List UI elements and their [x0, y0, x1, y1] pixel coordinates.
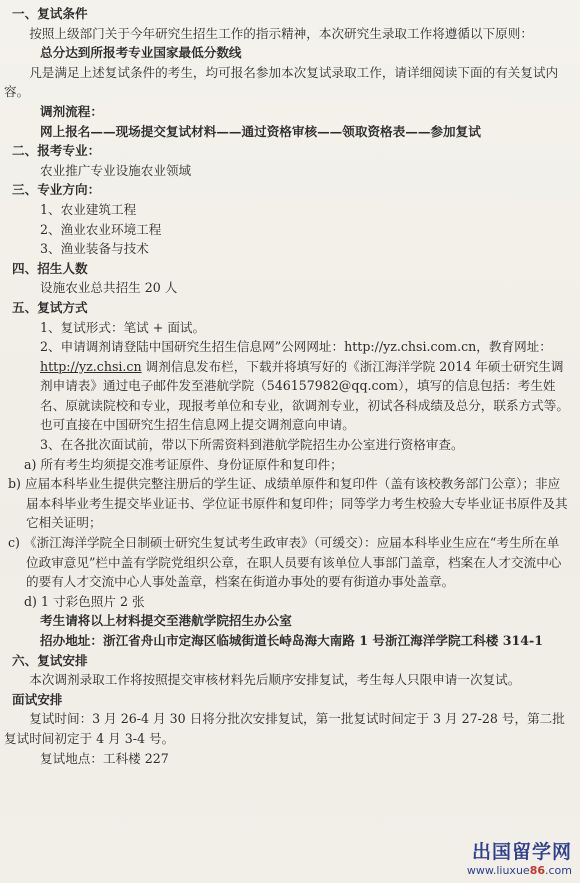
list-item: a) 所有考生均须提交准考证原件、身份证原件和复印件； [24, 456, 343, 472]
watermark-url-suffix: .com [545, 864, 572, 877]
direction-item: 1、农业建筑工程 [40, 201, 137, 217]
watermark-url-num: 86 [529, 864, 545, 877]
list-item: d) 1 寸彩色照片 2 张 [24, 593, 145, 609]
section-heading-4: 四、招生人数 [12, 260, 88, 276]
enrollment-text: 设施农业总共招生 20 人 [40, 280, 178, 296]
section-heading-5: 五、复试方式 [12, 299, 88, 315]
office-address: 招办地址：浙江省舟山市定海区临城街道长峙岛海大南路 1 号浙江海洋学院工科楼 314-1 [40, 633, 543, 648]
location-text: 复试地点：工科楼 227 [40, 750, 169, 766]
watermark-title: 出国留学网 [471, 841, 572, 863]
condition-text: 总分达到所报考专业国家最低分数线 [40, 45, 242, 61]
list-item [4, 337, 570, 435]
section-heading-2: 二、报考专业： [12, 143, 101, 159]
edu-url-link[interactable]: http://yz.chsi.cn [40, 358, 142, 374]
process-steps: 网上报名——现场提交复试材料——通过资格审核——领取资格表——参加复试 [40, 123, 481, 139]
watermark-url [467, 864, 572, 877]
section-heading-1: 一、复试条件 [12, 6, 88, 21]
paragraph: 复试时间：3 月 26-4 月 30 日将分批次安排复试，第一批复试时间定于 3 月 27-28 号，第二批复试时间初定于 4 月 3-4 号。 [4, 711, 565, 746]
interview-label: 面试安排 [12, 691, 63, 707]
section-heading-6: 六、复试安排 [12, 652, 88, 668]
list-item: c) 《浙江海洋学院全日制硕士研究生复试考生政审表》（可缓交）：应届本科毕业生应在“考生所在单位政审意见”栏中盖有学院党组织公章，在职人员要有该单位人事部门盖章，档案在人才交流中心的要有人才交流中心人事处盖章，档案在街道办事处的要有街道办事处盖章。 [8, 535, 562, 590]
list-item-text: 调剂信息发布栏，下载并将填写好的《浙江海洋学院 2014 年硕士研究生调剂申请表》通过电子邮件发至港航学院（546157982@qq.com），填写的信息包括：考生姓名、原就读院校和专业，现报考单位和专业，欲调剂专业，初试各科成绩及总分，联系方式等。也可直接在中国研究生招生信息网上提交调剂意向申请。 [40, 358, 569, 433]
paragraph: 按照上级部门关于今年研究生招生工作的指示精神，本次研究生录取工作将遵循以下原则： [29, 25, 533, 41]
document-body [4, 4, 570, 768]
submission-note: 考生请将以上材料提交至港航学院招生办公室 [40, 613, 292, 629]
major-text: 农业推广专业设施农业领域 [40, 162, 192, 178]
direction-item: 2、渔业农业环境工程 [40, 221, 162, 237]
list-item: 1、复试形式：笔试 + 面试。 [40, 319, 206, 335]
section-heading-3: 三、专业方向： [12, 182, 101, 198]
direction-item: 3、渔业装备与技术 [40, 241, 149, 257]
watermark-logo [467, 837, 572, 877]
watermark-url-prefix: www.liuxue [466, 864, 530, 877]
list-item: b) 应届本科毕业生提供完整注册后的学生证、成绩单原件和复印件（盖有该校教务部门公章）；非应届本科毕业考生提交毕业证书、学位证书原件和复印件；同等学力考生校验大专毕业证书原件及其它相关证明； [8, 476, 568, 531]
paragraph: 本次调剂录取工作将按照提交审核材料先后顺序安排复试，考生每人只限申请一次复试。 [29, 672, 521, 688]
process-label: 调剂流程： [40, 103, 103, 119]
list-item-text: 2、申请调剂请登陆中国研究生招生信息网”公网网址：http://yz.chsi.com.cn，教育网址： [40, 339, 552, 355]
list-item: 3、在各批次面试前，带以下所需资料到港航学院招生办公室进行资格审查。 [40, 437, 464, 453]
paragraph: 凡是满足上述复试条件的考生，均可报名参加本次复试录取工作，请详细阅读下面的有关复试内容。 [4, 64, 559, 100]
